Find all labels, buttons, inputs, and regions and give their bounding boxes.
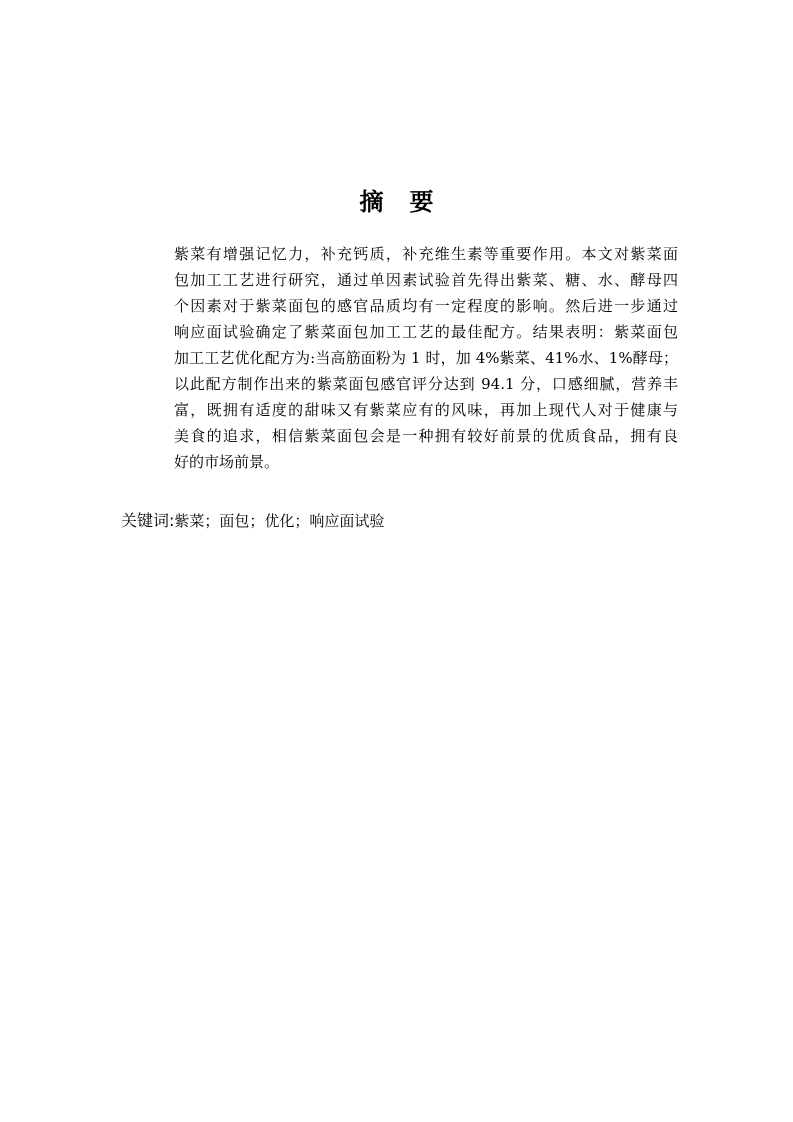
abstract-line: 以此配方制作出来的紫菜面包感官评分达到 94.1 分，口感细腻，营养丰	[174, 375, 678, 393]
title-char-1: 摘	[359, 188, 384, 216]
title-char-2: 要	[409, 188, 434, 216]
abstract-line: 个因素对于紫菜面包的感官品质均有一定程度的影响。然后进一步通过	[174, 297, 678, 315]
abstract-line: 紫菜有增强记忆力，补充钙质，补充维生素等重要作用。本文对紫菜面	[174, 245, 678, 263]
abstract-line: 富，既拥有适度的甜味又有紫菜应有的风味，再加上现代人对于健康与	[174, 401, 678, 419]
keywords-list: 紫菜；面包；优化；响应面试验	[174, 512, 385, 530]
abstract-line: 好的市场前景。	[174, 453, 280, 471]
abstract-line: 美食的追求，相信紫菜面包会是一种拥有较好前景的优质食品，拥有良	[174, 427, 678, 445]
keywords-row	[121, 508, 384, 534]
abstract-line: 响应面试验确定了紫菜面包加工工艺的最佳配方。结果表明：紫菜面包	[174, 323, 678, 341]
page-title	[0, 186, 793, 218]
keywords-label: 关键词:	[121, 511, 175, 530]
abstract-body	[174, 241, 678, 475]
abstract-line: 包加工工艺进行研究，通过单因素试验首先得出紫菜、糖、水、酵母四	[174, 271, 678, 289]
abstract-line: 加工工艺优化配方为:当高筋面粉为 1 时，加 4%紫菜、41%水、1%酵母；	[174, 349, 678, 367]
